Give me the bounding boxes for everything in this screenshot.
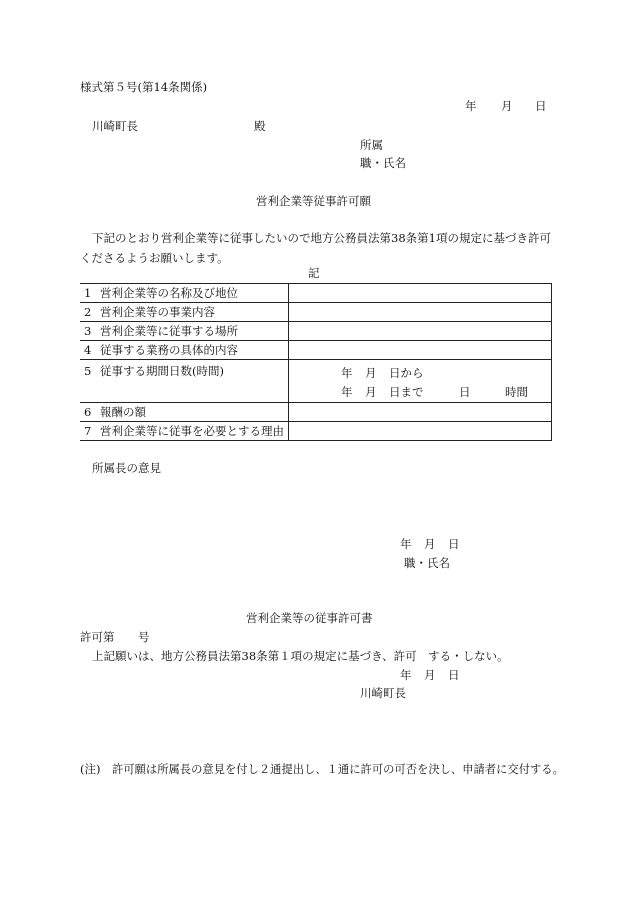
row-label: 営利企業等の名称及び地位 (100, 286, 238, 300)
row-number: 7 (84, 424, 92, 438)
row-label: 従事する業務の具体的内容 (100, 343, 238, 357)
applicant-dept-label: 所属 (360, 138, 383, 152)
row-value-cell[interactable] (289, 322, 552, 341)
row-value-cell[interactable] (289, 403, 552, 422)
date-day-label: 日 (535, 99, 547, 113)
table-row (80, 403, 552, 422)
date-month-label: 月 (501, 99, 513, 113)
row-label: 従事する期間日数(時間) (100, 364, 224, 378)
applicant-name-label: 職・氏名 (360, 156, 406, 170)
permit-title: 営利企業等の従事許可書 (246, 611, 373, 625)
row-number: 6 (84, 405, 92, 419)
period-to-year: 年 (341, 385, 353, 399)
permit-number-prefix: 許可第 (80, 630, 115, 644)
row-number: 3 (84, 324, 92, 338)
table-row (80, 322, 552, 341)
row-label: 営利企業等の事業内容 (100, 305, 215, 319)
table-row (80, 341, 552, 360)
addressee-honorific: 殿 (254, 119, 266, 133)
application-body: 下記のとおり営利企業等に従事したいので地方公務員法第38条第1項の規定に基づき許可くださるようお願いします。 (80, 231, 551, 265)
row-value-cell[interactable] (289, 422, 552, 441)
application-title: 営利企業等従事許可願 (256, 194, 371, 208)
row-value-cell[interactable] (289, 284, 552, 303)
date-year-label: 年 (400, 537, 412, 551)
period-hours: 時間 (505, 385, 528, 399)
period-from-month: 月 (365, 366, 377, 380)
row-number: 5 (84, 364, 92, 378)
footnote-label: (注) (80, 762, 101, 776)
period-to-day: 日まで (389, 385, 424, 399)
date-day-label: 日 (448, 537, 460, 551)
period-to (289, 381, 551, 400)
supervisor-name-label: 職・氏名 (404, 556, 450, 570)
row-value-cell[interactable] (289, 303, 552, 322)
addressee-name: 川崎町長 (92, 119, 138, 133)
date-day-label: 日 (448, 668, 460, 682)
period-cell[interactable] (289, 360, 552, 403)
period-from-year: 年 (341, 366, 353, 380)
period-from-day: 日から (389, 366, 424, 380)
row-label: 営利企業等に従事を必要とする理由 (100, 424, 284, 438)
date-year-label: 年 (465, 99, 477, 113)
row-number: 4 (84, 343, 92, 357)
period-days: 日 (459, 385, 471, 399)
date-month-label: 月 (424, 668, 436, 682)
table-row (80, 303, 552, 322)
permit-number-suffix: 号 (138, 630, 150, 644)
permit-text: 上記願いは、地方公務員法第38条第１項の規定に基づき、許可 する・しない。 (92, 649, 509, 663)
footnote-text: 許可願は所属長の意見を付し２通提出し、１通に許可の可否を決し、申請者に交付する。 (112, 763, 564, 776)
ki-label: 記 (308, 266, 320, 280)
row-label: 営利企業等に従事する場所 (100, 324, 238, 338)
row-number: 2 (84, 305, 92, 319)
table-row (80, 422, 552, 441)
row-number: 1 (84, 286, 92, 300)
period-to-month: 月 (365, 385, 377, 399)
table-row (80, 284, 552, 303)
supervisor-opinion-label: 所属長の意見 (92, 461, 161, 475)
row-label: 報酬の額 (100, 405, 146, 419)
period-from (289, 362, 551, 381)
table-row (80, 360, 552, 403)
permit-issuer: 川崎町長 (360, 686, 406, 700)
date-year-label: 年 (400, 668, 412, 682)
row-value-cell[interactable] (289, 341, 552, 360)
date-month-label: 月 (424, 537, 436, 551)
application-table (80, 283, 552, 441)
form-number: 様式第５号(第14条関係) (80, 80, 208, 94)
